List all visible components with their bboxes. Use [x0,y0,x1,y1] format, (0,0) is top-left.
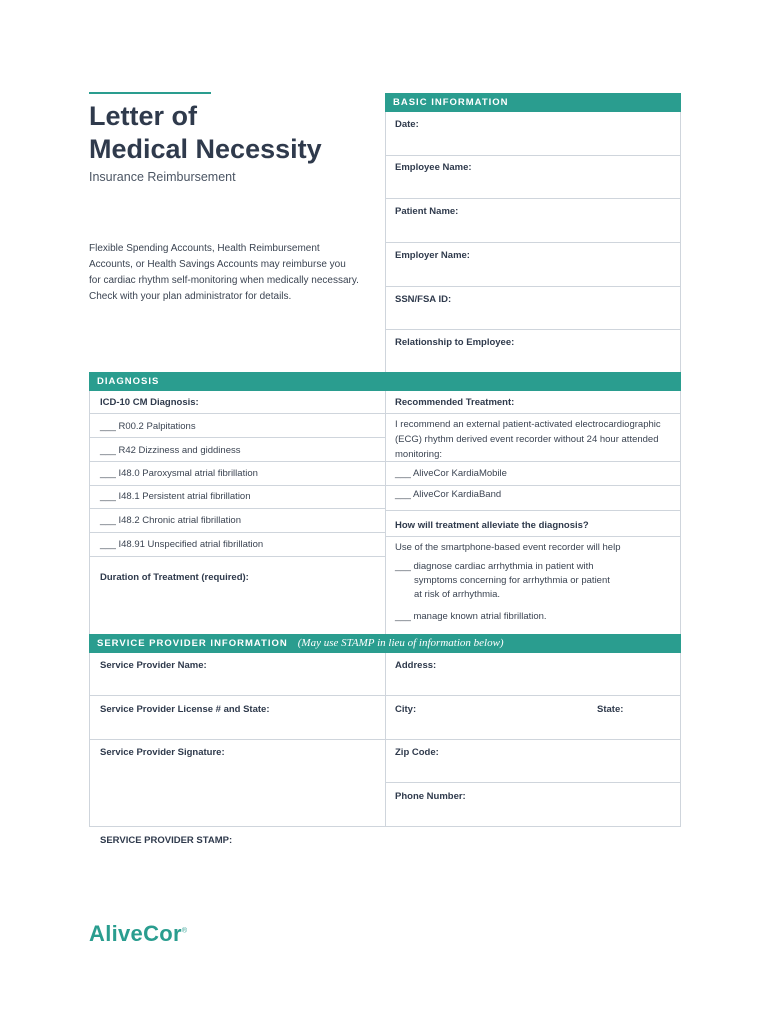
treatment-description: I recommend an external patient-activated electrocardiographic (ECG) rhythm derived event recorder without 24 hour attended monitoring: [395,419,661,460]
icd-divider [89,508,385,509]
intro-paragraph: Flexible Spending Accounts, Health Reimbursement Accounts, or Health Savings Accounts may reimburse you for cardiac rhythm self-monitoring when medically necessary. Check with your plan administrator for details. [89,243,359,302]
alivecor-logo [89,921,187,947]
duration-of-treatment-field[interactable]: Duration of Treatment (required): [100,572,249,583]
sp-left-border [89,653,90,827]
diagnosis-heading: DIAGNOSIS [89,372,681,391]
service-provider-heading [89,634,681,653]
service-provider-license-field[interactable]: Service Provider License # and State: [100,704,270,715]
basic-divider [385,329,681,330]
diagnosis-center-border [385,391,386,634]
city-field[interactable]: City: [395,704,417,715]
sp-bottom-border [89,826,681,827]
icd-diagnosis-label: ICD-10 CM Diagnosis: [100,397,199,408]
icd-divider [89,532,385,533]
alleviate-label: How will treatment alleviate the diagnosis? [395,520,589,531]
recommended-treatment-label: Recommended Treatment: [395,397,515,408]
device-checkbox-kardiamobile[interactable]: ___ AliveCor KardiaMobile [395,468,507,479]
icd-checkbox-r42[interactable]: ___ R42 Dizziness and giddiness [100,445,241,456]
title-rule [89,92,211,94]
basic-information-heading: BASIC INFORMATION [385,93,681,112]
icd-checkbox-i48-91[interactable]: ___ I48.91 Unspecified atrial fibrillation [100,539,264,550]
icd-checkbox-i48-0[interactable]: ___ I48.0 Paroxysmal atrial fibrillation [100,468,258,479]
icd-checkbox-r00-2[interactable]: ___ R00.2 Palpitations [100,421,196,432]
patient-name-field[interactable]: Patient Name: [395,206,459,217]
phone-number-field[interactable]: Phone Number: [395,791,466,802]
logo-text: AliveCor [89,921,182,946]
sp-divider [89,695,681,696]
diagnosis-header-divider [89,413,681,414]
service-provider-name-field[interactable]: Service Provider Name: [100,660,207,671]
basic-divider [385,155,681,156]
diagnosis-right-border [680,391,681,634]
basic-divider [385,242,681,243]
sp-divider [385,782,681,783]
treatment-divider [385,461,681,462]
title-line-1: Letter of [89,101,197,131]
service-provider-signature-field[interactable]: Service Provider Signature: [100,747,225,758]
basic-divider [385,198,681,199]
alleviate-checkbox-manage[interactable]: ___ manage known atrial fibrillation. [395,611,547,622]
icd-checkbox-i48-1[interactable]: ___ I48.1 Persistent atrial fibrillation [100,491,251,502]
sp-right-border [680,653,681,827]
relationship-field[interactable]: Relationship to Employee: [395,337,515,348]
alleviate-checkbox-diagnose[interactable]: ___ diagnose cardiac arrhythmia in patient with [395,561,594,572]
service-provider-heading-text: SERVICE PROVIDER INFORMATION [97,638,288,649]
icd-checkbox-i48-2[interactable]: ___ I48.2 Chronic atrial fibrillation [100,515,241,526]
title-line-2: Medical Necessity [89,134,322,164]
basic-divider [385,286,681,287]
alleviate-diagnose-line-3: at risk of arrhythmia. [414,589,501,600]
device-checkbox-kardiaband[interactable]: ___ AliveCor KardiaBand [395,489,502,500]
alleviate-description: Use of the smartphone-based event recorder will help [395,542,621,553]
treatment-divider [385,485,681,486]
registered-mark: ® [181,927,188,935]
date-field[interactable]: Date: [395,119,419,130]
treatment-divider [385,510,681,511]
icd-divider [89,556,385,557]
service-provider-stamp-field[interactable]: SERVICE PROVIDER STAMP: [100,835,233,846]
page-subtitle: Insurance Reimbursement [89,170,236,184]
treatment-divider [385,536,681,537]
state-field[interactable]: State: [597,704,624,715]
alleviate-diagnose-line-2: symptoms concerning for arrhythmia or patient [414,575,610,586]
icd-divider [89,461,385,462]
employee-name-field[interactable]: Employee Name: [395,162,472,173]
stamp-note: (May use STAMP in lieu of information below) [297,637,504,649]
ssn-fsa-id-field[interactable]: SSN/FSA ID: [395,294,452,305]
icd-divider [89,437,385,438]
zip-code-field[interactable]: Zip Code: [395,747,439,758]
page-title [89,100,369,166]
employer-name-field[interactable]: Employer Name: [395,250,470,261]
sp-center-border [385,653,386,827]
icd-divider [89,485,385,486]
sp-divider [89,739,681,740]
diagnosis-left-border [89,391,90,634]
address-field[interactable]: Address: [395,660,437,671]
